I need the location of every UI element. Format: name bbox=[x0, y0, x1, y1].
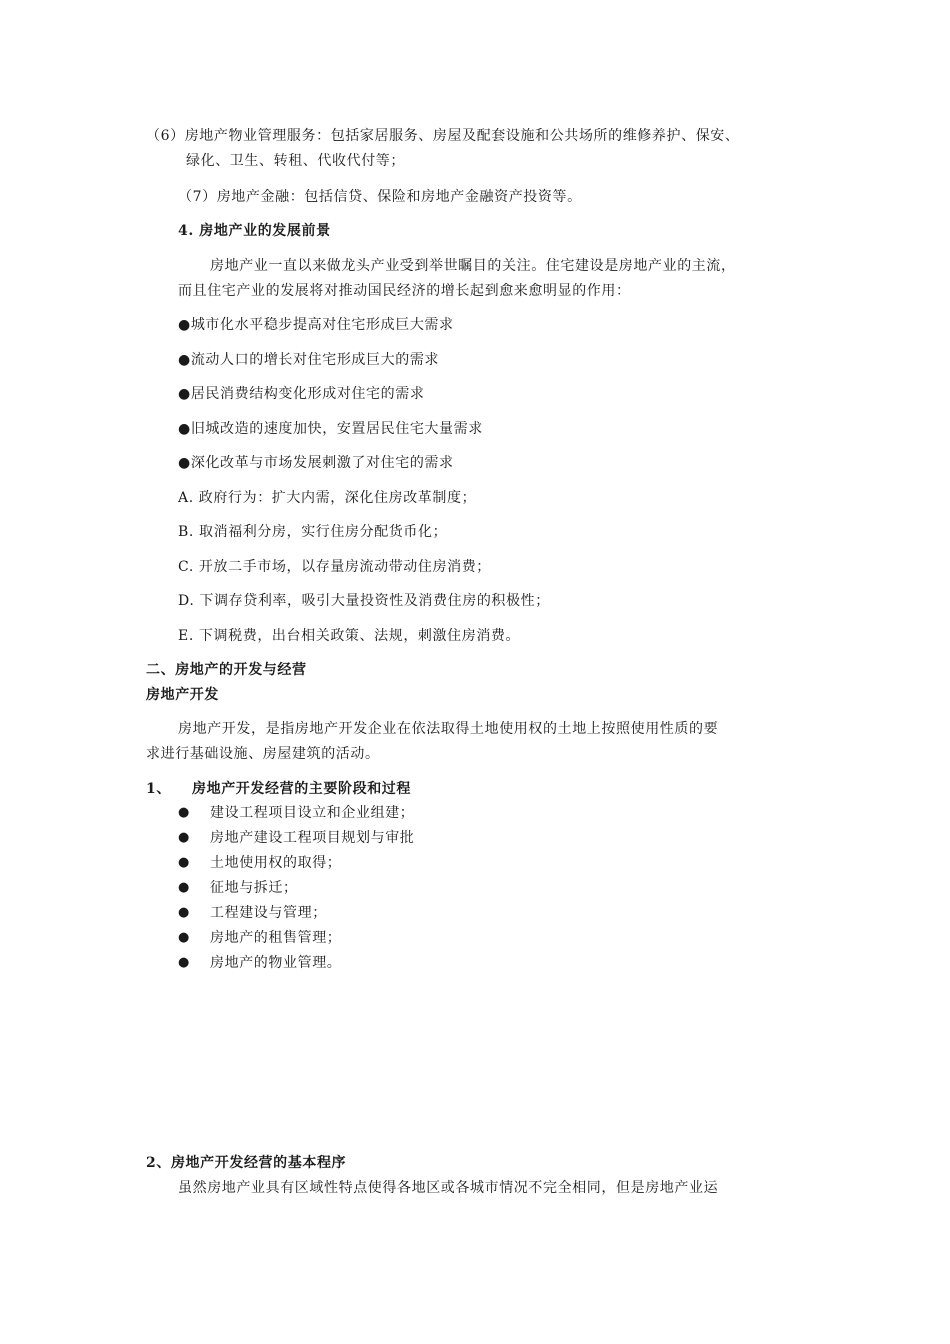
demand-bullet: ●旧城改造的速度加快，安置居民住宅大量需求 bbox=[178, 421, 483, 437]
definition-line1: 房地产开发，是指房地产开发企业在依法取得土地使用权的土地上按照使用性质的要 bbox=[178, 721, 719, 737]
stage-item: 房地产的物业管理。 bbox=[210, 955, 342, 971]
policy-item-d: D. 下调存贷利率，吸引大量投资性及消费住房的积极性； bbox=[178, 593, 550, 609]
section-4-paragraph-line2: 而且住宅产业的发展将对推动国民经济的增长起到愈来愈明显的作用： bbox=[178, 283, 631, 299]
part-2-subheading: 房地产开发 bbox=[146, 687, 219, 703]
item-2-title: 2、房地产开发经营的基本程序 bbox=[146, 1155, 347, 1171]
stage-bullet-icon: ● bbox=[178, 905, 190, 920]
stage-bullet-icon: ● bbox=[178, 805, 190, 820]
stage-item: 建设工程项目设立和企业组建； bbox=[210, 805, 415, 821]
stage-bullet-icon: ● bbox=[178, 955, 190, 970]
section-4-paragraph-line1: 房地产业一直以来做龙头产业受到举世瞩目的关注。住宅建设是房地产业的主流， bbox=[210, 258, 736, 274]
stage-bullet-icon: ● bbox=[178, 930, 190, 945]
policy-item-e: E. 下调税费，出台相关政策、法规，刺激住房消费。 bbox=[178, 628, 521, 644]
service-item-6-line2: 绿化、卫生、转租、代收代付等； bbox=[186, 153, 405, 169]
stage-item: 土地使用权的取得； bbox=[210, 855, 342, 871]
stage-item: 房地产的租售管理； bbox=[210, 930, 342, 946]
stage-item: 房地产建设工程项目规划与审批 bbox=[210, 830, 415, 846]
service-item-7: （7）房地产金融：包括信贷、保险和房地产金融资产投资等。 bbox=[178, 189, 582, 205]
item-1-title: 房地产开发经营的主要阶段和过程 bbox=[192, 781, 411, 797]
stage-bullet-icon: ● bbox=[178, 880, 190, 895]
demand-bullet: ●流动人口的增长对住宅形成巨大的需求 bbox=[178, 352, 440, 368]
policy-item-c: C. 开放二手市场，以存量房流动带动住房消费； bbox=[178, 559, 491, 575]
stage-bullet-icon: ● bbox=[178, 855, 190, 870]
demand-bullet: ●深化改革与市场发展刺激了对住宅的需求 bbox=[178, 455, 454, 471]
policy-item-b: B. 取消福利分房，实行住房分配货币化； bbox=[178, 524, 448, 540]
stage-item: 工程建设与管理； bbox=[210, 905, 327, 921]
item-1-number: 1、 bbox=[146, 781, 171, 797]
section-4-heading: 4. 房地产业的发展前景 bbox=[178, 223, 331, 239]
stage-bullet-icon: ● bbox=[178, 830, 190, 845]
demand-bullet: ●城市化水平稳步提高对住宅形成巨大需求 bbox=[178, 317, 454, 333]
item-2-paragraph-line1: 虽然房地产业具有区域性特点使得各地区或各城市情况不完全相同，但是房地产业运 bbox=[178, 1180, 719, 1196]
demand-bullet: ●居民消费结构变化形成对住宅的需求 bbox=[178, 386, 425, 402]
definition-line2: 求进行基础设施、房屋建筑的活动。 bbox=[146, 746, 380, 762]
service-item-6-line1: （6）房地产物业管理服务：包括家居服务、房屋及配套设施和公共场所的维修养护、保安、 bbox=[146, 128, 740, 144]
policy-item-a: A. 政府行为：扩大内需，深化住房改革制度； bbox=[178, 490, 477, 506]
stage-item: 征地与拆迁； bbox=[210, 880, 298, 896]
part-2-heading: 二、房地产的开发与经营 bbox=[146, 662, 307, 678]
